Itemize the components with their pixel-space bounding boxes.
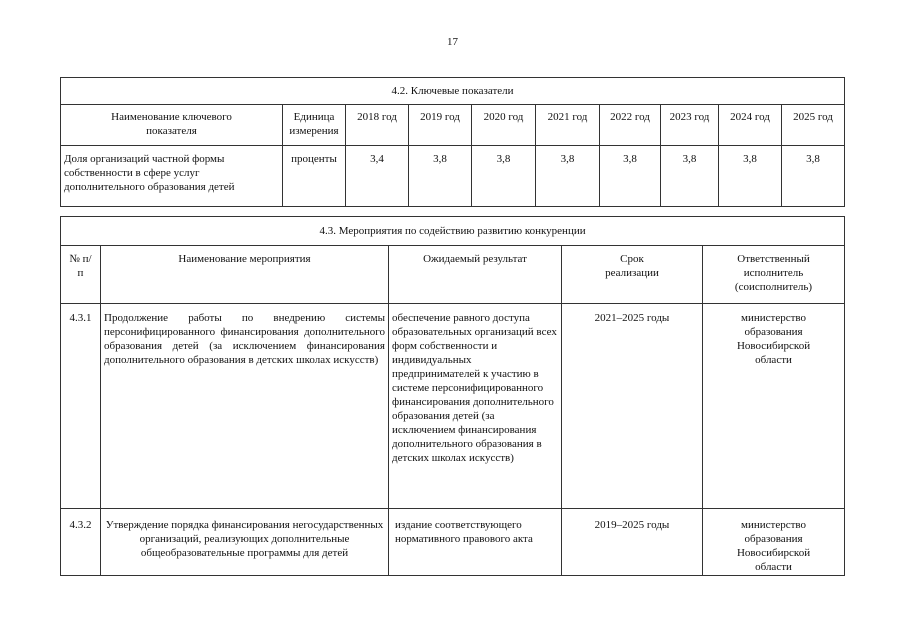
expected-result: обеспечение равного доступа образовательных организаций всех форм собственности и индивидуальных предпринимателей к участию в системе персонифицированного финансирования дополнительного образования детей (за исключением финансирования дополнительного образования в детских школах искусств) [389, 304, 562, 509]
expected-result: издание соответствующего нормативного правового акта [389, 509, 562, 576]
competition-measures-table [60, 216, 845, 576]
year-header: 2018 год [346, 105, 409, 146]
measure-name-header: Наименование мероприятия [101, 246, 389, 304]
page-number: 17 [447, 36, 458, 48]
indicator-value: 3,8 [719, 146, 782, 207]
table-row [61, 509, 845, 576]
key-indicators-title: 4.2. Ключевые показатели [61, 78, 845, 105]
term-header: Срок реализации [562, 246, 703, 304]
unit-header: Единица измерения [283, 105, 346, 146]
key-indicators-table [60, 77, 845, 207]
executor-header: Ответственный исполнитель (соисполнитель) [703, 246, 845, 304]
year-header: 2019 год [409, 105, 472, 146]
year-header: 2023 год [661, 105, 719, 146]
indicator-value: 3,8 [782, 146, 845, 207]
indicator-name: Доля организаций частной формы собственности в сфере услуг дополнительного образования детей [61, 146, 283, 207]
indicator-value: 3,8 [661, 146, 719, 207]
indicator-value: 3,8 [600, 146, 661, 207]
year-header: 2022 год [600, 105, 661, 146]
measures-title: 4.3. Мероприятия по содействию развитию конкуренции [61, 217, 845, 246]
expected-result-header: Ожидаемый результат [389, 246, 562, 304]
year-header: 2025 год [782, 105, 845, 146]
indicator-name-header: Наименование ключевого показателя [61, 105, 283, 146]
indicator-value: 3,8 [409, 146, 472, 207]
measure-name: Продолжение работы по внедрению системы персонифицированного финансирования дополнительного образования детей (за исключением финансирования дополнительного образования в детских школах искусств) [101, 304, 389, 509]
measure-number: 4.3.2 [61, 509, 101, 576]
year-header: 2020 год [472, 105, 536, 146]
executor: министерство образования Новосибирской области [703, 304, 845, 509]
executor: министерство образования Новосибирской области [703, 509, 845, 576]
year-header: 2024 год [719, 105, 782, 146]
measure-name: Утверждение порядка финансирования негосударственных организаций, реализующих дополнительные общеобразовательные программы для детей [101, 509, 389, 576]
year-header: 2021 год [536, 105, 600, 146]
indicator-value: 3,8 [472, 146, 536, 207]
table-row [61, 304, 845, 509]
indicator-unit: проценты [283, 146, 346, 207]
indicator-value: 3,4 [346, 146, 409, 207]
indicator-value: 3,8 [536, 146, 600, 207]
table-row [61, 146, 845, 207]
measure-number: 4.3.1 [61, 304, 101, 509]
term: 2021–2025 годы [562, 304, 703, 509]
term: 2019–2025 годы [562, 509, 703, 576]
number-header: № п/п [61, 246, 101, 304]
